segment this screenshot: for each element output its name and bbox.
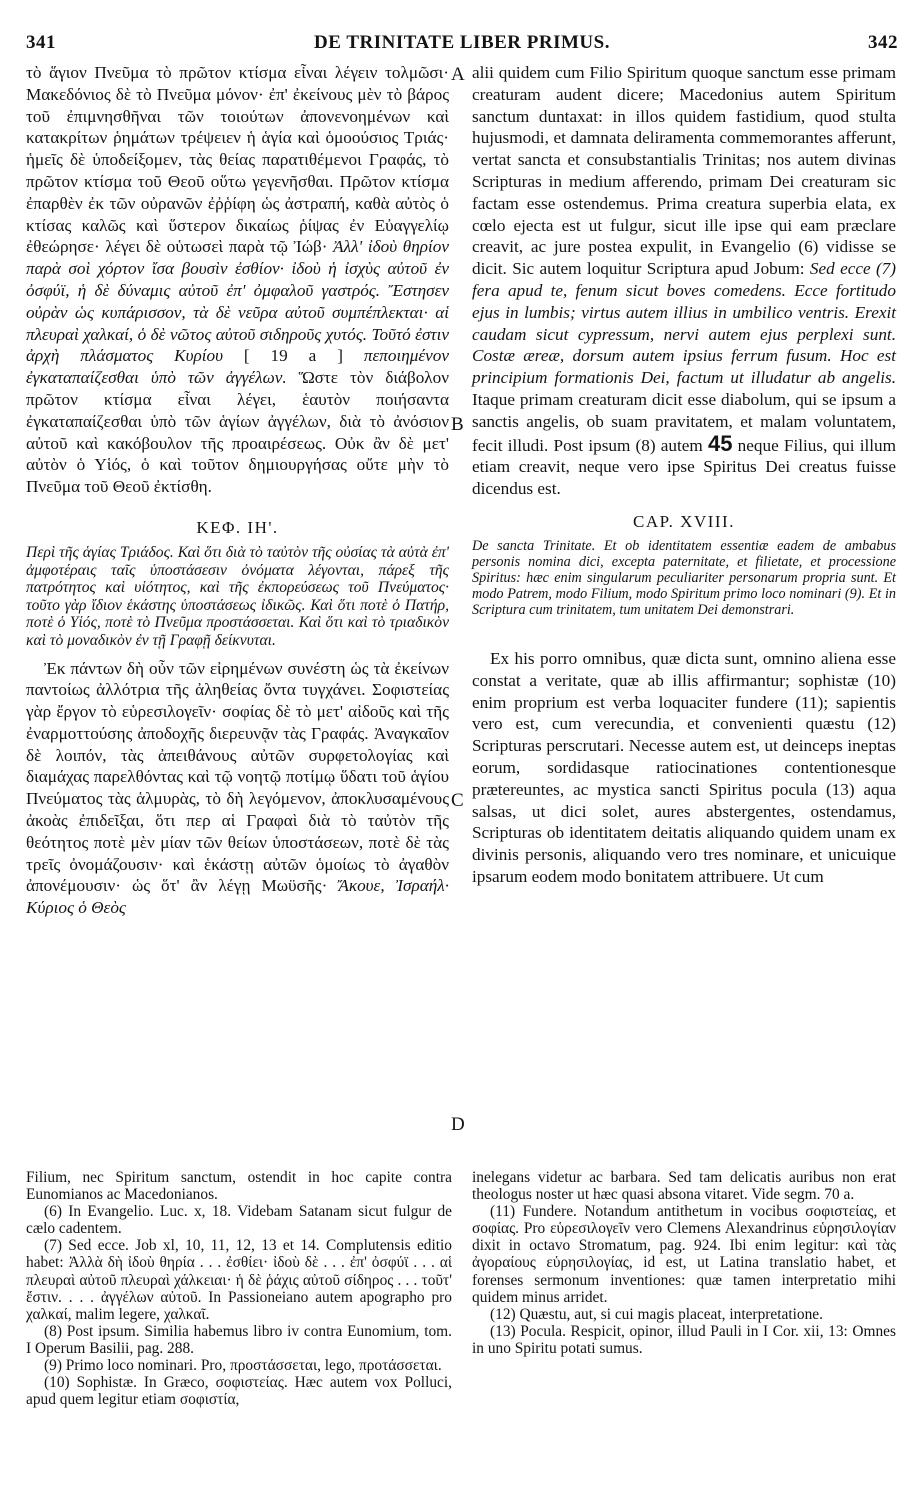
greek-text: τὸ ἅγιον Πνεῦμα τὸ πρῶτον κτίσμα εἶναι λέγειν τολμῶσι· Μακεδόνιος δὲ τὸ Πνεῦμα μόνον· ἐπ' ἐκείνους μὲν τὸ βάρος τοῦ ἐπιμνησθῆναι τῶν τοιούτων ἀπονενοημένων καὶ κατακρίτων ῥημάτων τρέψειεν ἡ ἁγία καὶ ὁμοούσιος Τριάς· ἡμεῖς δὲ ὑποδείξομεν, τὰς θείας παρατιθέμενοι Γραφάς, τὸ πρῶτον κτίσμα τοῦ Θεοῦ οὕτω γεγενῆσθαι. Πρῶτον κτίσμα ἐπαρθὲν ἐκ τῶν οὐρανῶν ἐῤῥίφη ὡς ἀστραπή, καθὰ αὐτὸς ὁ κτίσας καλῶς καὶ ὕστερον δικαίως ῥίψας ἐν Εὐαγγελίῳ ἐθεώρησε· λέγει δὲ οὑτωσεὶ παρὰ τῷ Ἰώβ· (26, 63, 449, 257)
greek-paragraph-2 (26, 658, 449, 920)
latin-job-quote: Sed ecce (7) fera apud te, fenum sicut boves comedens. Ecce fortitudo ejus in lumbis; virtus autem illius in umbilico ventris. Erexit caudam sicut cypressum, nervi autem ejus perplexi sunt. Costæ æreæ, dorsum autem ipsius ferrum fusum. Hoc est principium formationis Dei, factum ut illudatur ab angelis. (472, 259, 896, 388)
latin-column (472, 62, 896, 888)
greek-chapter-heading: ΚΕΦ. ΙΗ'. (196, 517, 279, 537)
greek-job-quote: Ἀλλ' ἰδοὺ θηρίον παρὰ σοὶ χόρτον ἴσα βουσὶν ἐσθίον· ἰδοὺ ἡ ἰσχὺς αὐτοῦ ἐν ὀσφύϊ, ἡ δὲ δύναμις αὐτοῦ ἐπ' ὀμφαλοῦ γαστρός. Ἔστησεν οὐρὰν ὡς κυπάρισσον, τὰ δὲ νεῦρα αὐτοῦ συμπέπλεκται· αἱ πλευραὶ χαλκαί, ὁ δὲ νῶτος αὐτοῦ σιδηροῦς χυτός. Τοῦτό ἐστιν ἀρχὴ πλάσματος Κυρίου (26, 237, 450, 366)
greek-paragraph-1 (26, 62, 449, 498)
latin-paragraph-2: Ex his porro omnibus, quæ dicta sunt, omnino aliena esse constat a veritate, quæ ab illis affirmantur; sophistæ (10) enim proprium est verba loquaciter fundere (11); sapientis vero est, cum verecundia, et convenienti quæstu (12) Scripturas perscrutari. Necesse autem est, ut deinceps ineptas eorum, sordidasque ratiocinationes contentionesque prætereuntes, ac mystica sancti Spiritus pocula (13) aqua salsas, ut dici solet, aures abstergentes, ostendamus, Scripturas ob identitatem deitatis aliquando quidem unam ex divinis personis, aliquando vero tres nominare, et unicuique ipsarum eodem modo bonitatem attribuere. Ut cum (472, 648, 896, 886)
latin-paragraph-1 (472, 62, 896, 500)
footnote-continuation: Filium, nec Spiritum sanctum, ostendit in hoc capite contra Eunomianos ac Macedonianos. (26, 1169, 452, 1204)
footnote-11: (11) Fundere. Notandum antithetum in vocibus σοφιστείας, et σοφίας. Pro εὑρεσιλογεῖν vero Clemens Alexandrinus εὑρησιλογίαν dixit in octavo Stromatum, pag. 924. Ibi enim legitur: καὶ τὰς ἀγοραίους εὑρησιλογίας, id est, ut Latina translatio habet, et forenses sermonum inventiones: quæ tamen interpretatio mihi quidem minus arridet. (472, 1203, 896, 1306)
footnote-13: (13) Pocula. Respicit, opinor, illud Pauli in I Cor. xii, 13: Omnes in uno Spiritu potati sumus. (472, 1322, 896, 1357)
section-marker-c: C (451, 790, 464, 811)
greek-text: Ἐκ πάντων δὴ οὖν τῶν εἰρημένων συνέστη ὡς τὰ ἐκείνων παντοίως ἀλλότρια τῆς ἀληθείας ὄντα τυγχάνει. Σοφιστείας γὰρ ἔργον τὸ εὑρεσιλογεῖν· σοφίας δὲ τὸ μετ' αἰδοῦς καὶ τῆς ἐναρμοττούσης ἀποδοχῆς διερευνᾷν τὰς Γραφάς. Ἀναγκαῖον δὲ λοιπόν, τὰς ἀπειθάνους αὐτῶν συρφετολογίας καὶ διαμάχας παρελθόντας καὶ τῷ νοητῷ ποτίμῳ ὕδατι τοῦ ἁγίου Πνεύματος τὰς ἁλμυρὰς, τὸ δὴ λεγόμενον, ἀποκλυσαμένους ἀκοὰς ἐπιδεῖξαι, ὅτι περ αἱ Γραφαὶ διὰ τὸ ταὐτὸν τῆς θεότητος ποτὲ μὲν μίαν τῶν θείων ὑποστάσεων, ποτὲ δὲ τὰς τρεῖς ὀνομάζουσιν· καὶ ἑκάστῃ αὐτῶν ὁμοίως τὸ ἀγαθὸν ἀπονέμουσιν· ὡς ὅτ' ἂν λέγῃ Μωϋσῆς· (26, 658, 449, 896)
footnote-6: (6) In Evangelio. Luc. x, 18. Videbam Satanam sicut fulgur de cælo cadentem. (26, 1203, 452, 1238)
section-marker-d: D (451, 1114, 465, 1135)
latin-chapter-summary: De sancta Trinitate. Et ob identitatem essentiæ eadem de ambabus personis nomina dici, excepta paternitate, et filietate, et processione Spiritus: hæc enim singularum peculiariter personarum propria sunt. Et modo Patrem, modo Filium, modo Spiritum primo loco nominari (9). Et in Scriptura cum trinitatem, tum unitatem Dei demonstrari. (472, 537, 896, 618)
greek-column (26, 62, 449, 919)
footnotes-right (472, 1169, 896, 1357)
page-number-left: 341 (26, 32, 56, 53)
column-number: 45 (707, 430, 733, 456)
greek-job-quote-end: πεποιημένον ἐγκαταπαίζεσθαι ὑπὸ τῶν ἀγγέλων. (26, 346, 449, 388)
greek-chapter-summary: Περὶ τῆς ἁγίας Τριάδος. Καὶ ὅτι διὰ τὸ ταὐτὸν τῆς οὐσίας τὰ αὐτὰ ἐπ' ἀμφοτέραις ταῖς ὑποστάσεσιν ὀνόματα λέγονται, πάρεξ τῆς πατρότητος καὶ υἱότητος, καὶ τῆς ἐκπορεύσεως τοῦ Πνεύματος· τοῦτο γὰρ ἴδιον ἑκάστης ὑποστάσεως ἰδικῶς. Καὶ ὅτι ποτὲ ὁ Πατήρ, ποτὲ ὁ Υἱός, ποτὲ τὸ Πνεῦμα προστάσσεται. Καὶ ὅτι καὶ τὸ τριαδικὸν καὶ τὸ μοναδικὸν ἐν τῇ Γραφῇ δείκνυται. (26, 543, 449, 649)
footnote-12: (12) Quæstu, aut, si cui magis placeat, interpretatione. (490, 1305, 823, 1323)
footnote-9: (9) Primo loco nominari. Pro, προστάσσεται, lego, προτάσσεται. (44, 1357, 442, 1375)
footnotes-left (26, 1169, 452, 1408)
greek-text-conclusion: Ὥστε τὸν διάβολον πρῶτον κτίσμα εἶναι λέγει, ἑαυτὸν ποιήσαντα ἐγκαταπαίζεσθαι ὑπὸ τῶν ἁγίων ἀγγέλων, διὰ τὸ ἀνόσιον αὐτοῦ καὶ κακόβουλον τῆς προαιρέσεως. Οὐκ ἂν δὲ μετ' αὐτὸν ὁ Υἱός, ὁ καὶ τοῦτον δημιουργήσας οὔτε μὴν τὸ Πνεῦμα τοῦ Θεοῦ ἐκτίσθη. (26, 368, 450, 497)
footnote-8: (8) Post ipsum. Similia habemus libro iv contra Eunomium, tom. I Operum Basilii, pag. 288. (26, 1322, 452, 1357)
latin-text-conclusion-end: neque Filius, qui illum etiam creavit, neque vero ipse Spiritus Dei creatus fuisse dicendus est. (472, 435, 897, 499)
latin-chapter-heading: CAP. XVIII. (633, 511, 735, 531)
running-title: DE TRINITATE LIBER PRIMUS. (314, 32, 610, 53)
latin-text-conclusion: Itaque primam creaturam dicit esse diabolum, qui se ipsum a sanctis angelis, ob suam pravitatem, et malam voluntatem, fecit illudi. Post ipsum (8) autem (472, 389, 896, 455)
column-bracket-ref: [ 19 a ] (243, 346, 343, 366)
footnote-7: (7) Sed ecce. Job xl, 10, 11, 12, 13 et 14. Complutensis editio habet: Ἀλλὰ δὴ ἰδοὺ θηρία . . . ἐσθίει· ἰδοὺ δὲ . . . ἐπ' ὀσφύϊ . . . αἱ πλευραὶ αὐτοῦ πλευραὶ χάλκειαι· ἡ δὲ ῥάχις αὐτοῦ σίδηρος . . . τοῦτ' ἔστιν. . . . ἀγγέλων αὐτοῦ. In Passioneiano autem apographo pro χαλκαί, malim legere, χαλκαῖ. (26, 1237, 452, 1323)
running-header (26, 32, 898, 56)
footnote-10: (10) Sophistæ. In Græco, σοφιστείας. Hæc autem vox Polluci, apud quem legitur etiam σοφιστία, (26, 1374, 452, 1409)
section-marker-b: B (451, 414, 464, 435)
latin-text: alii quidem cum Filio Spiritum quoque sanctum esse primam creaturam audent dicere; Macedonius autem Spiritum sanctum duntaxat: in illos quidem fastidium, quod stulta hujusmodi, et damnata deliramenta commemorantes afferunt, vertat sancta et consubstantialis Trinitas; nos autem divinas Scripturas in medium afferendo, primam Dei creaturam sic factam esse ostendemus. Prima creatura superbia elata, ex cœlo ejecta est ut fulgur, sicut ille ipse qui eam præclare creavit, ac jure postea expulit, in Evangelio (6) vidisse se dicit. Sic autem loquitur Scriptura apud Jobum: (472, 63, 896, 279)
footnote-10-continuation: inelegans videtur ac barbara. Sed tam delicatis auribus non erat theologus noster ut hæc quasi absona vitaret. Vide segm. 70 a. (472, 1169, 896, 1204)
page-number-right: 342 (868, 32, 898, 53)
section-marker-a: A (451, 64, 465, 85)
greek-shema-quote: Ἄκουε, Ἰσραήλ· Κύριος ὁ Θεὸς (26, 876, 450, 918)
